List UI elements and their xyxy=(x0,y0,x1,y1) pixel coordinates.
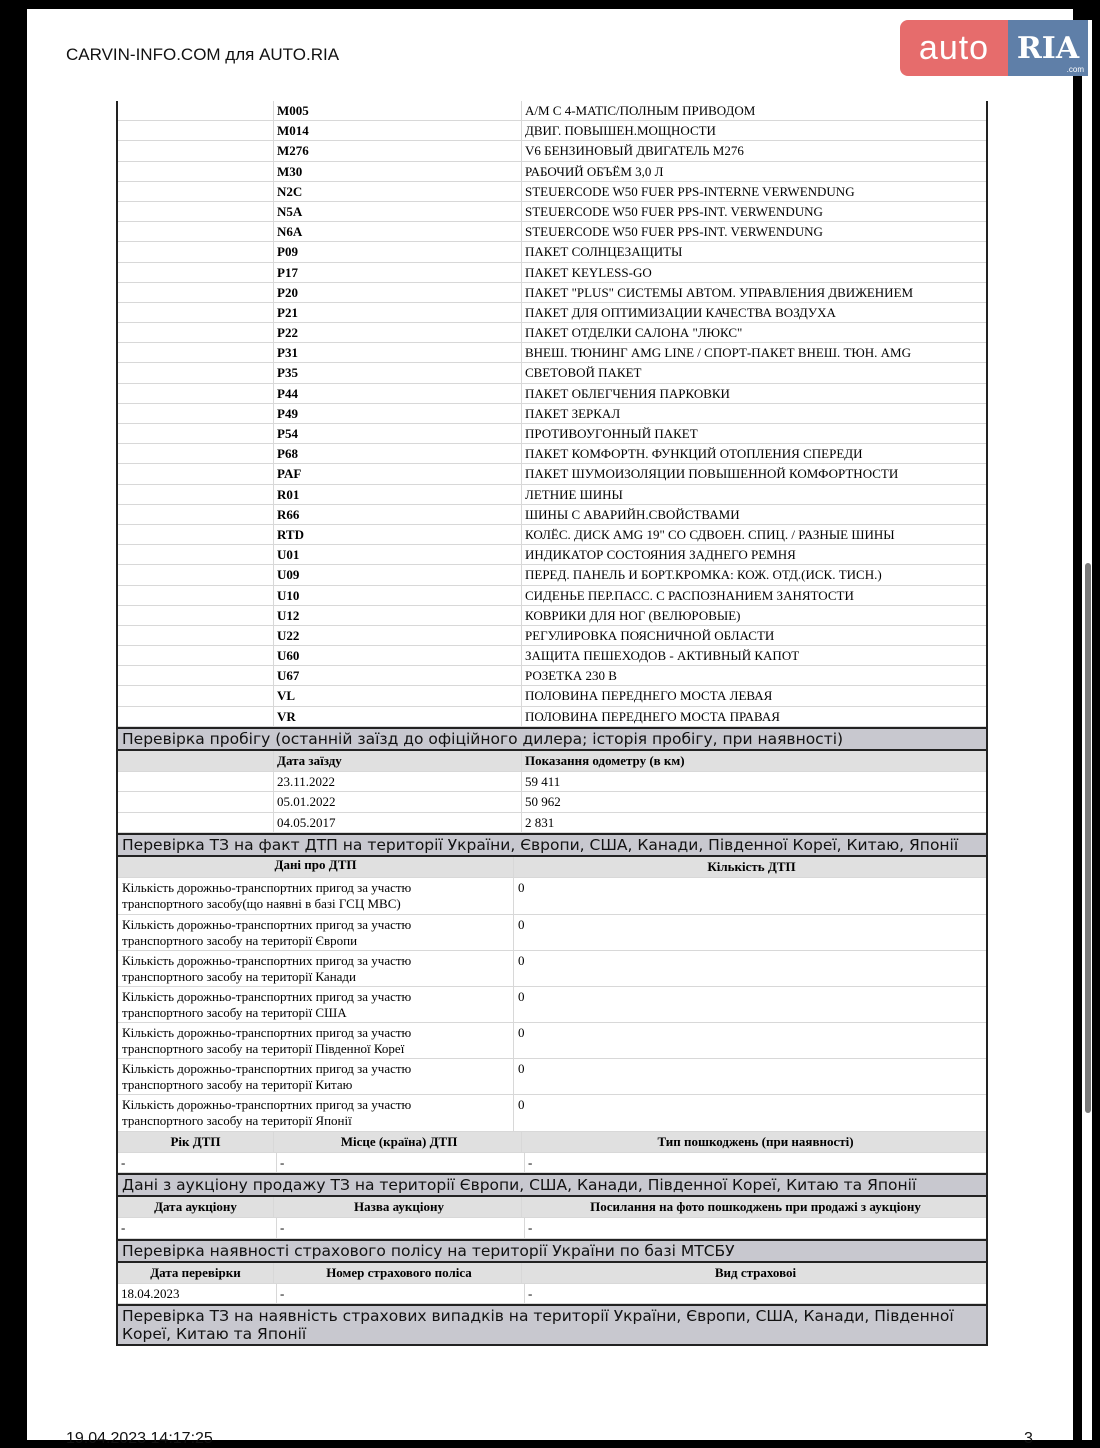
option-description: ВНЕШ. ТЮНИНГ AMG LINE / СПОРТ-ПАКЕТ ВНЕШ. ТЮН. AMG xyxy=(525,345,911,361)
option-row xyxy=(118,363,986,383)
accident-count-row xyxy=(118,915,986,951)
accident-count-label xyxy=(118,987,514,1022)
option-description: ПРОТИВОУГОННЫЙ ПАКЕТ xyxy=(525,426,698,441)
option-code: P49 xyxy=(274,404,522,423)
mileage-km: 50 962 xyxy=(525,794,561,810)
option-row xyxy=(118,384,986,404)
option-row xyxy=(118,263,986,283)
accident-count-row xyxy=(118,951,986,987)
option-description: ШИНЫ С АВАРИЙН.СВОЙСТВАМИ xyxy=(525,506,740,522)
option-code: U09 xyxy=(274,565,522,584)
option-row xyxy=(118,242,986,262)
option-code: U22 xyxy=(274,626,522,645)
option-code: N6A xyxy=(274,222,522,241)
option-row xyxy=(118,303,986,323)
option-row xyxy=(118,141,986,161)
accident-label-line2: транспортного засобу на території Європи xyxy=(122,932,358,948)
insurance-header-row xyxy=(118,1263,986,1284)
accident-count-value: 0 xyxy=(518,952,525,968)
accident-count-label xyxy=(118,1059,514,1094)
accident-label-line1: Кількість дорожньо-транспортних пригод за участю xyxy=(122,952,412,968)
option-row xyxy=(118,565,986,585)
option-row xyxy=(118,121,986,141)
accident-count-label xyxy=(118,878,514,913)
accident-label-line1: Кількість дорожньо-транспортних пригод за участю xyxy=(122,1097,412,1113)
option-description: ПОЛОВИНА ПЕРЕДНЕГО МОСТА ПРАВАЯ xyxy=(525,708,780,724)
option-row xyxy=(118,606,986,626)
accident-damage: - xyxy=(528,1154,533,1170)
option-description: ПАКЕТ СОЛНЦЕЗАЩИТЫ xyxy=(525,244,683,260)
option-description: ПЕРЕД. ПАНЕЛЬ И БОРТ.КРОМКА: КОЖ. ОТД.(ИСК. ТИСН.) xyxy=(525,567,882,583)
accident-label-line2: транспортного засобу(що наявні в базі ГСЦ МВС) xyxy=(122,896,401,912)
report-source-title: CARVIN-INFO.COM для AUTO.RIA xyxy=(66,45,340,64)
option-row xyxy=(118,283,986,303)
option-row xyxy=(118,525,986,545)
insurance-row xyxy=(118,1284,986,1305)
option-description: STEUERCODE W50 FUER PPS-INT. VERWENDUNG xyxy=(525,224,823,240)
accident-label-line1: Кількість дорожньо-транспортних пригод за участю xyxy=(122,988,412,1004)
mileage-date: 23.11.2022 xyxy=(274,772,522,792)
accident-col-place: Місце (країна) ДТП xyxy=(274,1132,522,1152)
accident-count-label xyxy=(118,915,514,950)
accidents-list xyxy=(118,878,986,1131)
accident-count-value: 0 xyxy=(518,1061,525,1077)
insurance-col-number: Номер страхового поліса xyxy=(274,1263,522,1283)
accident-label-line2: транспортного засобу на території Китаю xyxy=(122,1077,353,1093)
option-code: VR xyxy=(274,707,522,726)
mileage-km: 2 831 xyxy=(525,814,555,830)
insurance-number: - xyxy=(277,1284,525,1304)
accident-label-line1: Кількість дорожньо-транспортних пригод за участю xyxy=(122,916,412,932)
option-row xyxy=(118,666,986,686)
option-row xyxy=(118,485,986,505)
option-row xyxy=(118,505,986,525)
mileage-col-odometer: Показання одометру (в км) xyxy=(525,752,685,768)
accidents-col-data: Дані про ДТП xyxy=(118,857,514,877)
auction-col-name: Назва аукціону xyxy=(274,1197,522,1217)
report-table xyxy=(116,101,988,1346)
option-description: ПАКЕТ KEYLESS-GO xyxy=(525,264,652,280)
option-code: P35 xyxy=(274,363,522,382)
accident-count-value: 0 xyxy=(518,916,525,932)
mileage-km: 59 411 xyxy=(525,773,561,789)
scrollbar-thumb[interactable] xyxy=(1085,563,1091,1113)
accident-count-row xyxy=(118,1023,986,1059)
insurance-col-type: Вид страховоі xyxy=(714,1264,797,1280)
option-code: N2C xyxy=(274,182,522,201)
accident-count-row xyxy=(118,1095,986,1131)
mileage-row xyxy=(118,813,986,834)
option-code: P31 xyxy=(274,343,522,362)
option-row xyxy=(118,646,986,666)
option-row xyxy=(118,162,986,182)
accident-year: - xyxy=(118,1153,277,1173)
accident-col-damage: Тип пошкоджень (при наявності) xyxy=(657,1133,854,1149)
logo-ria-text: RIA xyxy=(1016,30,1080,66)
auction-row xyxy=(118,1218,986,1239)
accident-label-line1: Кількість дорожньо-транспортних пригод за участю xyxy=(122,1025,412,1041)
option-description: ПАКЕТ ШУМОИЗОЛЯЦИИ ПОВЫШЕННОЙ КОМФОРТНОСТИ xyxy=(525,466,899,482)
option-code: RTD xyxy=(274,525,522,544)
option-row xyxy=(118,182,986,202)
option-code: PAF xyxy=(274,464,522,483)
accident-label-line1: Кількість дорожньо-транспортних пригод за участю xyxy=(122,880,412,896)
option-code: U01 xyxy=(274,545,522,564)
footer-datetime: 19.04.2023 14:17:25 xyxy=(66,1430,213,1447)
option-description: А/М С 4-MATIC/ПОЛНЫМ ПРИВОДОМ xyxy=(525,103,756,118)
option-code: U60 xyxy=(274,646,522,665)
option-row xyxy=(118,404,986,424)
accident-detail-header-row xyxy=(118,1132,986,1153)
option-code: M276 xyxy=(274,141,522,160)
option-row xyxy=(118,586,986,606)
option-description: КОЛЁС. ДИСК AMG 19" СО СДВОЕН. СПИЦ. / РАЗНЫЕ ШИНЫ xyxy=(525,526,895,542)
option-description: СВЕТОВОЙ ПАКЕТ xyxy=(525,365,642,381)
option-code: P20 xyxy=(274,283,522,302)
insurance-date: 18.04.2023 xyxy=(118,1284,277,1304)
logo-com-text: .com xyxy=(1066,65,1084,74)
accidents-header-row xyxy=(118,857,986,878)
option-row xyxy=(118,202,986,222)
accident-count-row xyxy=(118,878,986,914)
option-code: P68 xyxy=(274,444,522,463)
accident-label-line2: транспортного засобу на території США xyxy=(122,1004,347,1020)
accident-detail-row xyxy=(118,1153,986,1174)
mileage-date: 04.05.2017 xyxy=(274,813,522,833)
mileage-list xyxy=(118,772,986,834)
footer-page-number: 3 xyxy=(1024,1430,1033,1447)
accident-count-label xyxy=(118,1095,514,1130)
option-row xyxy=(118,323,986,343)
option-code: M005 xyxy=(274,101,522,120)
options-list xyxy=(118,101,986,727)
viewer-left-edge xyxy=(0,0,27,1440)
mileage-section-title: Перевірка пробігу (останній заїзд до офіційного дилера; історія пробігу, при наявності) xyxy=(118,727,986,751)
mileage-row xyxy=(118,772,986,793)
accident-count-row xyxy=(118,987,986,1023)
accident-label-line2: транспортного засобу на території Канади xyxy=(122,968,356,984)
auction-link: - xyxy=(528,1220,533,1236)
option-code: P54 xyxy=(274,424,522,443)
logo-auto-text: auto xyxy=(900,20,1008,76)
option-description: ПАКЕТ ОБЛЕГЧЕНИЯ ПАРКОВКИ xyxy=(525,385,730,401)
option-row xyxy=(118,464,986,484)
accident-count-label xyxy=(118,951,514,986)
option-description: STEUERCODE W50 FUER PPS-INTERNE VERWENDUNG xyxy=(525,183,855,199)
accident-label-line2: транспортного засобу на території Південної Кореї xyxy=(122,1041,405,1057)
option-description: ПАКЕТ ЗЕРКАЛ xyxy=(525,405,621,421)
option-code: P09 xyxy=(274,242,522,261)
auction-date: - xyxy=(118,1218,277,1238)
option-row xyxy=(118,222,986,242)
auction-col-link: Посилання на фото пошкоджень при продажі з аукціону xyxy=(590,1199,921,1215)
option-code: M30 xyxy=(274,162,522,181)
option-code: N5A xyxy=(274,202,522,221)
option-code: VL xyxy=(274,686,522,705)
option-code: U12 xyxy=(274,606,522,625)
option-row xyxy=(118,343,986,363)
option-code: P22 xyxy=(274,323,522,342)
accident-count-value: 0 xyxy=(518,988,525,1004)
option-description: ПАКЕТ КОМФОРТН. ФУНКЦИЙ ОТОПЛЕНИЯ СПЕРЕДИ xyxy=(525,446,863,462)
option-description: ЗАЩИТА ПЕШЕХОДОВ - АКТИВНЫЙ КАПОТ xyxy=(525,648,800,664)
mileage-header-row xyxy=(118,751,986,772)
accident-count-value: 0 xyxy=(518,1025,525,1041)
mileage-date: 05.01.2022 xyxy=(274,792,522,812)
option-code: M014 xyxy=(274,121,522,140)
option-description: КОВРИКИ ДЛЯ НОГ (ВЕЛЮРОВЫЕ) xyxy=(525,607,741,623)
option-description: ПАКЕТ ДЛЯ ОПТИМИЗАЦИИ КАЧЕСТВА ВОЗДУХА xyxy=(525,304,836,320)
accident-count-value: 0 xyxy=(518,1097,525,1113)
option-code: R66 xyxy=(274,505,522,524)
option-code: R01 xyxy=(274,485,522,504)
option-description: ПАКЕТ ОТДЕЛКИ САЛОНА "ЛЮКС" xyxy=(525,325,743,341)
accident-count-label xyxy=(118,1023,514,1058)
accidents-col-count: Кількість ДТП xyxy=(707,859,796,875)
option-row xyxy=(118,101,986,121)
auction-header-row xyxy=(118,1197,986,1218)
option-description: STEUERCODE W50 FUER PPS-INT. VERWENDUNG xyxy=(525,203,823,219)
insurance-col-date: Дата перевірки xyxy=(118,1263,274,1283)
auto-ria-logo xyxy=(900,20,1088,76)
option-code: P44 xyxy=(274,384,522,403)
option-code: P17 xyxy=(274,263,522,282)
option-description: ДВИГ. ПОВЫШЕН.МОЩНОСТИ xyxy=(525,123,716,139)
option-code: U67 xyxy=(274,666,522,685)
option-row xyxy=(118,444,986,464)
option-description: ИНДИКАТОР СОСТОЯНИЯ ЗАДНЕГО РЕМНЯ xyxy=(525,547,796,563)
option-description: РОЗЕТКА 230 В xyxy=(525,668,617,684)
accident-place: - xyxy=(277,1153,525,1173)
option-description: РЕГУЛИРОВКА ПОЯСНИЧНОЙ ОБЛАСТИ xyxy=(525,627,775,643)
auction-name: - xyxy=(277,1218,525,1238)
option-row xyxy=(118,626,986,646)
option-description: СИДЕНЬЕ ПЕР.ПАСС. С РАСПОЗНАНИЕМ ЗАНЯТОСТИ xyxy=(525,587,854,603)
option-description: РАБОЧИЙ ОБЪЁМ 3,0 Л xyxy=(525,163,664,179)
logo-ria-badge xyxy=(1008,20,1088,76)
option-row xyxy=(118,545,986,565)
accident-label-line1: Кількість дорожньо-транспортних пригод за участю xyxy=(122,1061,412,1077)
option-row xyxy=(118,686,986,706)
option-code: U10 xyxy=(274,586,522,605)
option-row xyxy=(118,424,986,444)
accidents-section-title: Перевірка ТЗ на факт ДТП на території України, Європи, США, Канади, Південної Кореї, Китаю, Японії xyxy=(118,833,986,857)
mileage-row xyxy=(118,792,986,813)
accident-count-value: 0 xyxy=(518,880,525,896)
insurance-type: - xyxy=(528,1285,533,1301)
accident-col-year: Рік ДТП xyxy=(118,1132,274,1152)
option-row xyxy=(118,707,986,727)
auction-section-title: Дані з аукціону продажу ТЗ на території Європи, США, Канади, Південної Кореї, Китаю та Японії xyxy=(118,1173,986,1197)
option-code: P21 xyxy=(274,303,522,322)
auction-col-date: Дата аукціону xyxy=(118,1197,274,1217)
option-description: ПОЛОВИНА ПЕРЕДНЕГО МОСТА ЛЕВАЯ xyxy=(525,688,773,704)
option-description: ЛЕТНИЕ ШИНЫ xyxy=(525,486,623,502)
claims-section-title: Перевірка ТЗ на наявність страхових випадків на території України, Європи, США, Канади, Південної Кореї, Китаю та Японії xyxy=(118,1304,986,1344)
option-description: V6 БЕНЗИНОВЫЙ ДВИГАТЕЛЬ M276 xyxy=(525,143,744,159)
accident-count-row xyxy=(118,1059,986,1095)
accident-label-line2: транспортного засобу на території Японії xyxy=(122,1113,352,1129)
mileage-col-date: Дата заїзду xyxy=(274,751,522,771)
insurance-section-title: Перевірка наявності страхового полісу на території України по базі МТСБУ xyxy=(118,1239,986,1263)
option-description: ПАКЕТ "PLUS" СИСТЕМЫ АВТОМ. УПРАВЛЕНИЯ ДВИЖЕНИЕМ xyxy=(525,284,914,300)
